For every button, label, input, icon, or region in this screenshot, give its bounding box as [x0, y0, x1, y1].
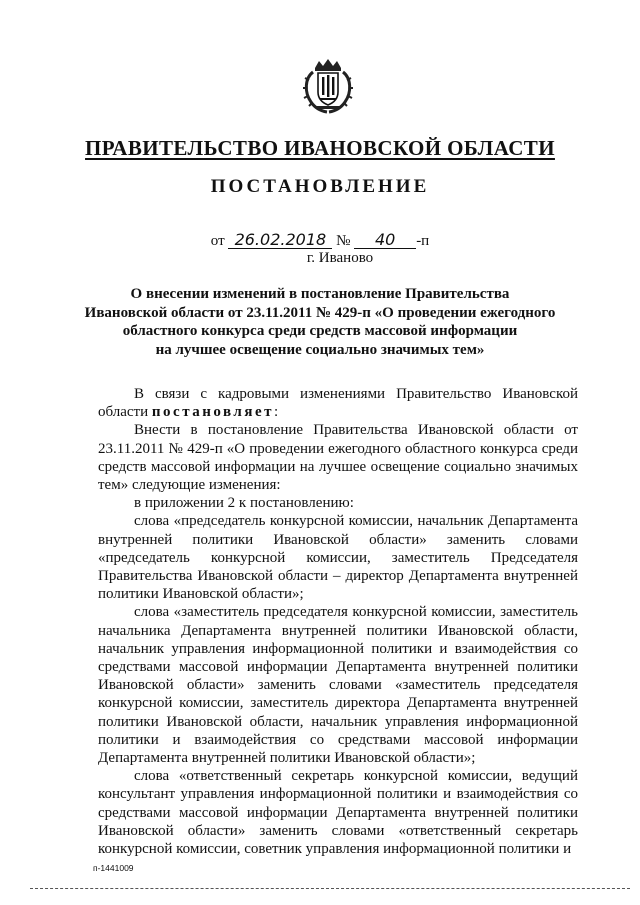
body-paragraph: слова «заместитель председателя конкурсной комиссии, заместитель начальника Департамента внутренней политики Ивановской области, начальник управления информационной политики и взаимодействия со средствами массовой информации Департамента внутренней политики Ивановской области» заменить словами «заместитель председателя конкурсной комиссии, заместитель директора Департамента внутренней политики Ивановской области, начальник управления информационной политики и взаимодействия со средствами массовой информации Департамента внутренней политики Ивановской области»; — [98, 604, 578, 767]
body-paragraph: Внести в постановление Правительства Ивановской области от 23.11.2011 № 429-п «О проведении ежегодного областного конкурса среди средств массовой информации на лучшее освещение социально значимых тем» следующие изменения: — [98, 422, 578, 494]
subject-line: Ивановской области от 23.11.2011 № 429-п «О проведении ежегодного — [84, 304, 556, 321]
document-type: ПОСТАНОВЛЕНИЕ — [210, 176, 430, 197]
document-number: 40 — [354, 231, 416, 249]
date-number-line — [0, 231, 640, 250]
document-body — [98, 385, 578, 858]
subject-line: О внесении изменений в постановление Правительства — [130, 286, 510, 302]
government-title: ПРАВИТЕЛЬСТВО ИВАНОВСКОЙ ОБЛАСТИ — [85, 136, 555, 160]
body-paragraph: в приложении 2 к постановлению: — [134, 495, 354, 512]
number-suffix: -п — [416, 233, 430, 249]
resolution-keyword: постановляет — [151, 404, 274, 421]
document-date: 26.02.2018 — [228, 231, 332, 249]
footer-code: п-1441009 — [93, 863, 134, 873]
paragraph-text: : — [274, 404, 279, 421]
paragraph-text: В связи с кадровыми изменениями Правительство Ивановской области — [98, 386, 578, 421]
body-paragraph — [98, 385, 578, 421]
body-paragraph: слова «председатель конкурсной комиссии, начальник Департамента внутренней политики Ивановской области» заменить словами «председатель конкурсной комиссии, заместитель Председателя Правительства Ивановской области – директор Департамента внутренней политики Ивановской области»; — [98, 513, 578, 603]
page-divider — [30, 888, 630, 889]
from-label: от — [210, 233, 225, 249]
subject-line: на лучшее освещение социально значимых тем» — [155, 341, 485, 358]
city-name: г. Иваново — [306, 250, 374, 266]
body-paragraph: слова «ответственный секретарь конкурсной комиссии, ведущий консультант управления информационной политики и взаимодействия со средствами массовой информации Департамента внутренней политики Ивановской области» заменить словами «ответственный секретарь конкурсной комиссии, советник управления информационной политики и — [98, 768, 578, 858]
ivanovo-coat-of-arms-icon — [301, 58, 355, 114]
number-label: № — [336, 233, 351, 249]
document-subject — [60, 285, 580, 359]
subject-line: областного конкурса среди средств массовой информации — [122, 323, 518, 339]
